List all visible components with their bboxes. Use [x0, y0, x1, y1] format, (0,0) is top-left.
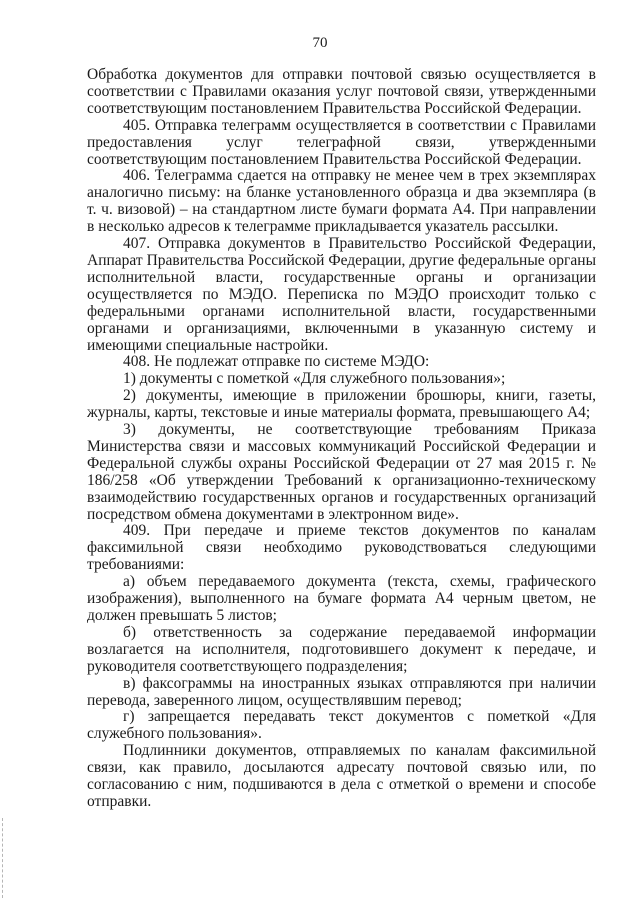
paragraph-407: 407. Отправка документов в Правительство Российской Федерации, Аппарат Правительства Российской Федерации, другие федеральные органы исполнительной власти, государственные органы и организации осуществляется по МЭДО. Переписка по МЭДО происходит только с федеральными органами исполнительной власти, государственными органами и организациями, включенными в указанную систему и имеющими специальные настройки.	[87, 235, 596, 354]
paragraph-originals: Подлинники документов, отправляемых по каналам факсимильной связи, как правило, досылаются адресату почтовой связью или, по согласованию с ним, подшиваются в дела с отметкой о времени и способе отправки.	[87, 742, 596, 810]
paragraph-408: 408. Не подлежат отправке по системе МЭДО:	[123, 353, 430, 371]
list-item-409-g: г) запрещается передавать текст документов с пометкой «Для служебного пользования».	[87, 708, 596, 743]
page-number: 70	[312, 35, 328, 51]
paragraph-409: 409. При передаче и приеме текстов документов по каналам факсимильной связи необходимо руководствоваться следующими требованиями:	[87, 522, 596, 574]
list-item-409-v: в) факсограммы на иностранных языках отправляются при наличии перевода, заверенного лицом, осуществлявшим перевод;	[87, 674, 596, 709]
list-item-408-2: 2) документы, имеющие в приложении брошюры, книги, газеты, журналы, карты, текстовые и иные материалы формата, превышающего А4;	[87, 387, 596, 422]
list-item-409-b: б) ответственность за содержание передаваемой информации возлагается на исполнителя, подготовившего документ к передаче, и руководителя соответствующего подразделения;	[87, 623, 596, 675]
scan-edge-mark	[2, 818, 4, 898]
list-item-409-a: а) объем передаваемого документа (текста, схемы, графического изображения), выполненного на бумаге формата А4 черным цветом, не должен превышать 5 листов;	[87, 573, 596, 624]
paragraph-postal-processing: Обработка документов для отправки почтовой связью осуществляется в соответствии с Правилами оказания услуг почтовой связи, утвержденными соответствующим постановлением Правительства Российской Федерации.	[87, 66, 596, 117]
paragraph-406: 406. Телеграмма сдается на отправку не менее чем в трех экземплярах аналогично письму: на бланке установленного образца и два экземпляра (в т. ч. визовой) – на стандартном листе бумаги формата А4. При направлении в несколько адресов к телеграмме прикладывается указатель рассылки.	[87, 167, 596, 236]
document-body	[87, 67, 596, 811]
list-item-408-3: 3) документы, не соответствующие требованиям Приказа Министерства связи и массовых коммуникаций Российской Федерации и Федеральной службы охраны Российской Федерации от 27 мая 2015 г. № 186/258 «Об утверждении Требований к организационно-техническому взаимодействию государственных органов и государственных организаций посредством обмена документами в электронном виде».	[87, 421, 596, 523]
paragraph-405: 405. Отправка телеграмм осуществляется в соответствии с Правилами предоставления услуг телеграфной связи, утвержденными соответствующим постановлением Правительства Российской Федерации.	[87, 116, 596, 168]
list-item-408-1: 1) документы с пометкой «Для служебного пользования»;	[123, 370, 506, 388]
